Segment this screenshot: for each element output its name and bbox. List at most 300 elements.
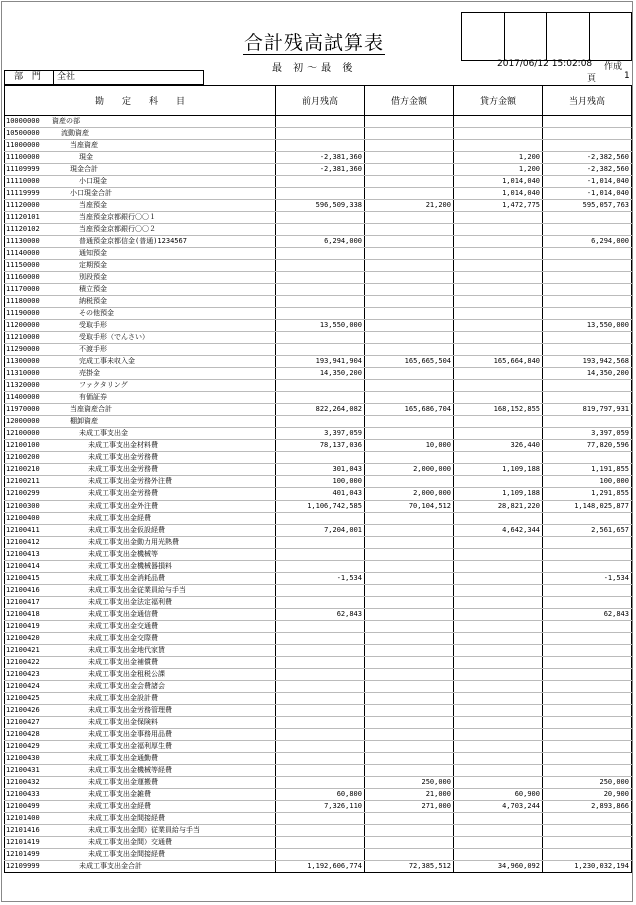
table-row (5, 692, 632, 704)
table-row (5, 416, 632, 428)
prev-balance-cell (276, 536, 365, 548)
account-name: 未成工事支出金労務管理費 (88, 705, 172, 714)
account-name: 未成工事支出金機械器損料 (88, 561, 172, 570)
account-name: 未成工事支出金 (79, 429, 128, 438)
table-row (5, 668, 632, 680)
table-row (5, 812, 632, 824)
table-row (5, 152, 632, 164)
prev-balance-cell (276, 248, 365, 260)
current-balance-cell (543, 536, 632, 548)
debit-cell (365, 392, 454, 404)
prev-balance-cell: 7,204,001 (276, 524, 365, 536)
prev-balance-cell: 822,264,082 (276, 404, 365, 416)
credit-cell (454, 572, 543, 584)
table-row (5, 728, 632, 740)
credit-cell (454, 668, 543, 680)
prev-balance-cell (276, 548, 365, 560)
debit-cell (365, 164, 454, 176)
debit-cell (365, 368, 454, 380)
current-balance-cell: 2,893,866 (543, 800, 632, 812)
table-row (5, 536, 632, 548)
prev-balance-cell: -2,381,360 (276, 164, 365, 176)
credit-cell (454, 848, 543, 860)
account-code: 11120102 (6, 225, 40, 234)
credit-cell (454, 632, 543, 644)
prev-balance-cell: 301,043 (276, 464, 365, 476)
table-row (5, 680, 632, 692)
account-cell (5, 260, 276, 272)
account-name: 未成工事支出金経費 (88, 801, 151, 810)
table-row (5, 848, 632, 860)
current-balance-cell: -1,014,040 (543, 176, 632, 188)
account-cell (5, 488, 276, 500)
account-cell (5, 584, 276, 596)
credit-cell: 60,900 (454, 788, 543, 800)
account-name: 未成工事支出金交際費 (88, 633, 158, 642)
account-code: 12101499 (6, 849, 40, 858)
debit-cell: 271,000 (365, 800, 454, 812)
debit-cell (365, 680, 454, 692)
debit-cell (365, 824, 454, 836)
table-row (5, 764, 632, 776)
credit-cell: 326,440 (454, 440, 543, 452)
account-name: 未成工事支出金経費 (88, 513, 151, 522)
table-row (5, 608, 632, 620)
account-cell (5, 848, 276, 860)
debit-cell (365, 272, 454, 284)
credit-cell: 168,152,855 (454, 404, 543, 416)
current-balance-cell: 1,230,032,194 (543, 860, 632, 872)
account-cell (5, 404, 276, 416)
account-cell (5, 368, 276, 380)
prev-balance-cell (276, 344, 365, 356)
current-balance-cell (543, 416, 632, 428)
account-name: 未成工事支出金補償費 (88, 657, 158, 666)
credit-cell (454, 332, 543, 344)
account-code: 11100000 (6, 153, 40, 162)
account-code: 11119999 (6, 189, 40, 198)
current-balance-cell (543, 308, 632, 320)
account-code: 12100432 (6, 777, 40, 786)
credit-cell (454, 836, 543, 848)
printed-label: 作成 (604, 62, 623, 72)
account-cell (5, 524, 276, 536)
debit-cell (365, 704, 454, 716)
account-name: 不渡手形 (79, 345, 107, 354)
table-row (5, 188, 632, 200)
table-row (5, 548, 632, 560)
table-row (5, 656, 632, 668)
account-code: 11170000 (6, 285, 40, 294)
account-code: 11300000 (6, 357, 40, 366)
prev-balance-cell (276, 644, 365, 656)
credit-cell (454, 620, 543, 632)
account-code: 12100413 (6, 549, 40, 558)
current-balance-cell (543, 344, 632, 356)
debit-cell (365, 248, 454, 260)
table-row (5, 272, 632, 284)
current-balance-cell: 14,350,200 (543, 368, 632, 380)
debit-cell (365, 428, 454, 440)
prev-balance-cell (276, 776, 365, 788)
account-cell (5, 776, 276, 788)
prev-balance-cell: -1,534 (276, 572, 365, 584)
department-box (4, 70, 204, 85)
table-row (5, 404, 632, 416)
account-name: その他預金 (79, 309, 114, 318)
account-cell (5, 812, 276, 824)
debit-cell (365, 308, 454, 320)
prev-balance-cell (276, 416, 365, 428)
debit-cell (365, 512, 454, 524)
debit-cell: 250,000 (365, 776, 454, 788)
credit-cell: 4,642,344 (454, 524, 543, 536)
account-name: 当座資産合計 (70, 405, 112, 414)
current-balance-cell: 250,000 (543, 776, 632, 788)
credit-cell: 1,200 (454, 152, 543, 164)
debit-cell: 10,000 (365, 440, 454, 452)
table-row (5, 524, 632, 536)
account-cell (5, 296, 276, 308)
account-code: 11400000 (6, 393, 40, 402)
credit-cell (454, 776, 543, 788)
debit-cell (365, 128, 454, 140)
table-row (5, 212, 632, 224)
account-name: 売掛金 (79, 369, 100, 378)
debit-cell (365, 632, 454, 644)
account-cell (5, 224, 276, 236)
current-balance-cell: 77,820,596 (543, 440, 632, 452)
prev-balance-cell (276, 560, 365, 572)
debit-cell (365, 596, 454, 608)
prev-balance-cell (276, 128, 365, 140)
header-account: 勘 定 科 目 (5, 86, 276, 116)
table-row (5, 488, 632, 500)
account-code: 12100211 (6, 477, 40, 486)
table-row (5, 140, 632, 152)
account-cell (5, 536, 276, 548)
credit-cell (454, 692, 543, 704)
account-code: 12101416 (6, 825, 40, 834)
current-balance-cell: -1,014,040 (543, 188, 632, 200)
account-cell (5, 440, 276, 452)
credit-cell (454, 704, 543, 716)
account-code: 12100411 (6, 525, 40, 534)
account-code: 11160000 (6, 273, 40, 282)
debit-cell (365, 728, 454, 740)
account-code: 12101400 (6, 813, 40, 822)
current-balance-cell: 3,397,059 (543, 428, 632, 440)
current-balance-cell (543, 512, 632, 524)
account-cell (5, 452, 276, 464)
account-code: 11290000 (6, 345, 40, 354)
table-row (5, 644, 632, 656)
prev-balance-cell (276, 752, 365, 764)
prev-balance-cell: 401,043 (276, 488, 365, 500)
prev-balance-cell (276, 704, 365, 716)
account-code: 12100429 (6, 741, 40, 750)
debit-cell (365, 284, 454, 296)
table-row (5, 704, 632, 716)
account-cell (5, 236, 276, 248)
current-balance-cell (543, 752, 632, 764)
credit-cell (454, 140, 543, 152)
table-row (5, 800, 632, 812)
table-body (5, 116, 632, 873)
account-name: 未成工事支出金材料費 (88, 441, 158, 450)
table-row (5, 440, 632, 452)
table-row (5, 572, 632, 584)
account-name: 受取手形 (79, 321, 107, 330)
account-cell (5, 212, 276, 224)
debit-cell (365, 296, 454, 308)
debit-cell (365, 224, 454, 236)
current-balance-cell: -1,534 (543, 572, 632, 584)
account-name: 未成工事支出金合計 (79, 861, 142, 870)
prev-balance-cell (276, 188, 365, 200)
prev-balance-cell (276, 668, 365, 680)
account-code: 12100414 (6, 561, 40, 570)
table-row (5, 380, 632, 392)
debit-cell (365, 584, 454, 596)
report-title: 合計残高試算表 (244, 32, 385, 54)
debit-cell (365, 260, 454, 272)
account-code: 11120101 (6, 213, 40, 222)
account-code: 12100425 (6, 693, 40, 702)
table-row (5, 476, 632, 488)
table-row (5, 356, 632, 368)
account-name: 流動資産 (61, 129, 89, 138)
account-cell (5, 164, 276, 176)
account-cell (5, 620, 276, 632)
debit-cell (365, 524, 454, 536)
credit-cell (454, 536, 543, 548)
account-name: 普通預金京都信金(普通)1234567 (79, 237, 187, 246)
current-balance-cell (543, 116, 632, 128)
account-cell (5, 176, 276, 188)
credit-cell (454, 284, 543, 296)
prev-balance-cell: 596,509,338 (276, 200, 365, 212)
credit-cell (454, 476, 543, 488)
credit-cell (454, 296, 543, 308)
debit-cell (365, 188, 454, 200)
credit-cell (454, 512, 543, 524)
account-name: 積立預金 (79, 285, 107, 294)
stamp-box (546, 12, 590, 61)
credit-cell: 1,014,040 (454, 188, 543, 200)
prev-balance-cell (276, 224, 365, 236)
prev-balance-cell (276, 260, 365, 272)
prev-balance-cell (276, 284, 365, 296)
debit-cell (365, 332, 454, 344)
table-row (5, 236, 632, 248)
account-code: 12100426 (6, 705, 40, 714)
table-row (5, 176, 632, 188)
account-cell (5, 632, 276, 644)
account-name: 未成工事支出金機械等経費 (88, 765, 172, 774)
trial-balance-table (4, 85, 632, 873)
current-balance-cell (543, 548, 632, 560)
current-balance-cell (543, 644, 632, 656)
account-name: 未成工事支出金従業員給与手当 (88, 585, 186, 594)
current-balance-cell (543, 704, 632, 716)
prev-balance-cell (276, 212, 365, 224)
debit-cell (365, 152, 454, 164)
prev-balance-cell (276, 512, 365, 524)
table-row (5, 224, 632, 236)
account-name: 納税預金 (79, 297, 107, 306)
current-balance-cell: 13,550,000 (543, 320, 632, 332)
prev-balance-cell (276, 140, 365, 152)
current-balance-cell (543, 380, 632, 392)
table-row (5, 584, 632, 596)
prev-balance-cell (276, 716, 365, 728)
account-name: 資産の部 (52, 117, 80, 125)
debit-cell (365, 548, 454, 560)
debit-cell (365, 644, 454, 656)
current-balance-cell (543, 560, 632, 572)
account-code: 11109999 (6, 165, 40, 174)
account-cell (5, 752, 276, 764)
table-row (5, 392, 632, 404)
credit-cell (454, 656, 543, 668)
debit-cell (365, 116, 454, 128)
account-code: 11000000 (6, 141, 40, 150)
page-label: 頁 (587, 74, 597, 84)
account-name: 当座預金京都銀行〇〇１ (79, 213, 156, 222)
credit-cell: 1,200 (454, 164, 543, 176)
prev-balance-cell (276, 848, 365, 860)
account-name: 未成工事支出金保険料 (88, 717, 158, 726)
prev-balance-cell (276, 332, 365, 344)
account-cell (5, 284, 276, 296)
credit-cell (454, 380, 543, 392)
credit-cell: 1,472,775 (454, 200, 543, 212)
account-cell (5, 116, 276, 128)
credit-cell (454, 752, 543, 764)
account-code: 12109999 (6, 861, 40, 870)
account-cell (5, 788, 276, 800)
table-row (5, 128, 632, 140)
prev-balance-cell (276, 740, 365, 752)
debit-cell (365, 608, 454, 620)
printed-date: 2017/06/12 15:02:08 (497, 59, 593, 69)
current-balance-cell (543, 692, 632, 704)
credit-cell (454, 320, 543, 332)
credit-cell (454, 128, 543, 140)
credit-cell: 1,109,188 (454, 488, 543, 500)
account-name: 未成工事支出金法定福利費 (88, 597, 172, 606)
debit-cell (365, 212, 454, 224)
credit-cell: 28,821,220 (454, 500, 543, 512)
prev-balance-cell (276, 824, 365, 836)
current-balance-cell (543, 728, 632, 740)
account-name: 未成工事支出金労務外注費 (88, 477, 172, 486)
account-name: 未成工事支出金労務費 (88, 453, 158, 462)
account-cell (5, 512, 276, 524)
approval-stamp-boxes (462, 12, 632, 59)
current-balance-cell: -2,382,560 (543, 164, 632, 176)
account-code: 12100400 (6, 513, 40, 522)
current-balance-cell (543, 128, 632, 140)
debit-cell (365, 752, 454, 764)
credit-cell (454, 248, 543, 260)
account-cell (5, 668, 276, 680)
current-balance-cell (543, 140, 632, 152)
prev-balance-cell (276, 452, 365, 464)
table-row (5, 836, 632, 848)
table-row (5, 344, 632, 356)
prev-balance-cell (276, 656, 365, 668)
account-cell (5, 860, 276, 872)
credit-cell: 34,960,092 (454, 860, 543, 872)
credit-cell (454, 344, 543, 356)
account-name: 当座資産 (70, 141, 98, 150)
current-balance-cell (543, 332, 632, 344)
account-cell (5, 764, 276, 776)
current-balance-cell (543, 764, 632, 776)
account-code: 12100412 (6, 537, 40, 546)
current-balance-cell (543, 392, 632, 404)
account-code: 12100417 (6, 597, 40, 606)
prev-balance-cell: 193,941,904 (276, 356, 365, 368)
prev-balance-cell (276, 764, 365, 776)
account-code: 12100210 (6, 465, 40, 474)
account-code: 10000000 (6, 117, 40, 125)
prev-balance-cell: 13,550,000 (276, 320, 365, 332)
current-balance-cell (543, 212, 632, 224)
prev-balance-cell (276, 596, 365, 608)
header-credit: 貸方金額 (454, 86, 543, 116)
account-code: 12100300 (6, 501, 40, 510)
prev-balance-cell (276, 812, 365, 824)
account-name: 未成工事支出金消耗品費 (88, 573, 165, 582)
debit-cell: 2,000,000 (365, 488, 454, 500)
credit-cell (454, 824, 543, 836)
account-code: 11120000 (6, 201, 40, 210)
account-code: 10500000 (6, 129, 40, 138)
debit-cell (365, 344, 454, 356)
current-balance-cell: 1,291,855 (543, 488, 632, 500)
account-code: 12100418 (6, 609, 40, 618)
prev-balance-cell (276, 680, 365, 692)
debit-cell (365, 236, 454, 248)
account-code: 12100200 (6, 453, 40, 462)
account-name: ファクタリング (79, 381, 128, 390)
account-code: 12100000 (6, 429, 40, 438)
current-balance-cell: 2,561,657 (543, 524, 632, 536)
account-name: 未成工事支出金会費諸会 (88, 681, 165, 690)
account-cell (5, 548, 276, 560)
header-debit: 借方金額 (365, 86, 454, 116)
credit-cell (454, 716, 543, 728)
account-name: 現金 (79, 153, 93, 162)
prev-balance-cell (276, 380, 365, 392)
current-balance-cell (543, 656, 632, 668)
current-balance-cell: 595,057,763 (543, 200, 632, 212)
stamp-box (504, 12, 548, 61)
account-cell (5, 272, 276, 284)
table-row (5, 284, 632, 296)
account-cell (5, 680, 276, 692)
current-balance-cell (543, 296, 632, 308)
account-name: 完成工事未収入金 (79, 357, 135, 366)
prev-balance-cell (276, 620, 365, 632)
debit-cell (365, 452, 454, 464)
credit-cell (454, 272, 543, 284)
account-cell (5, 692, 276, 704)
table-row (5, 296, 632, 308)
